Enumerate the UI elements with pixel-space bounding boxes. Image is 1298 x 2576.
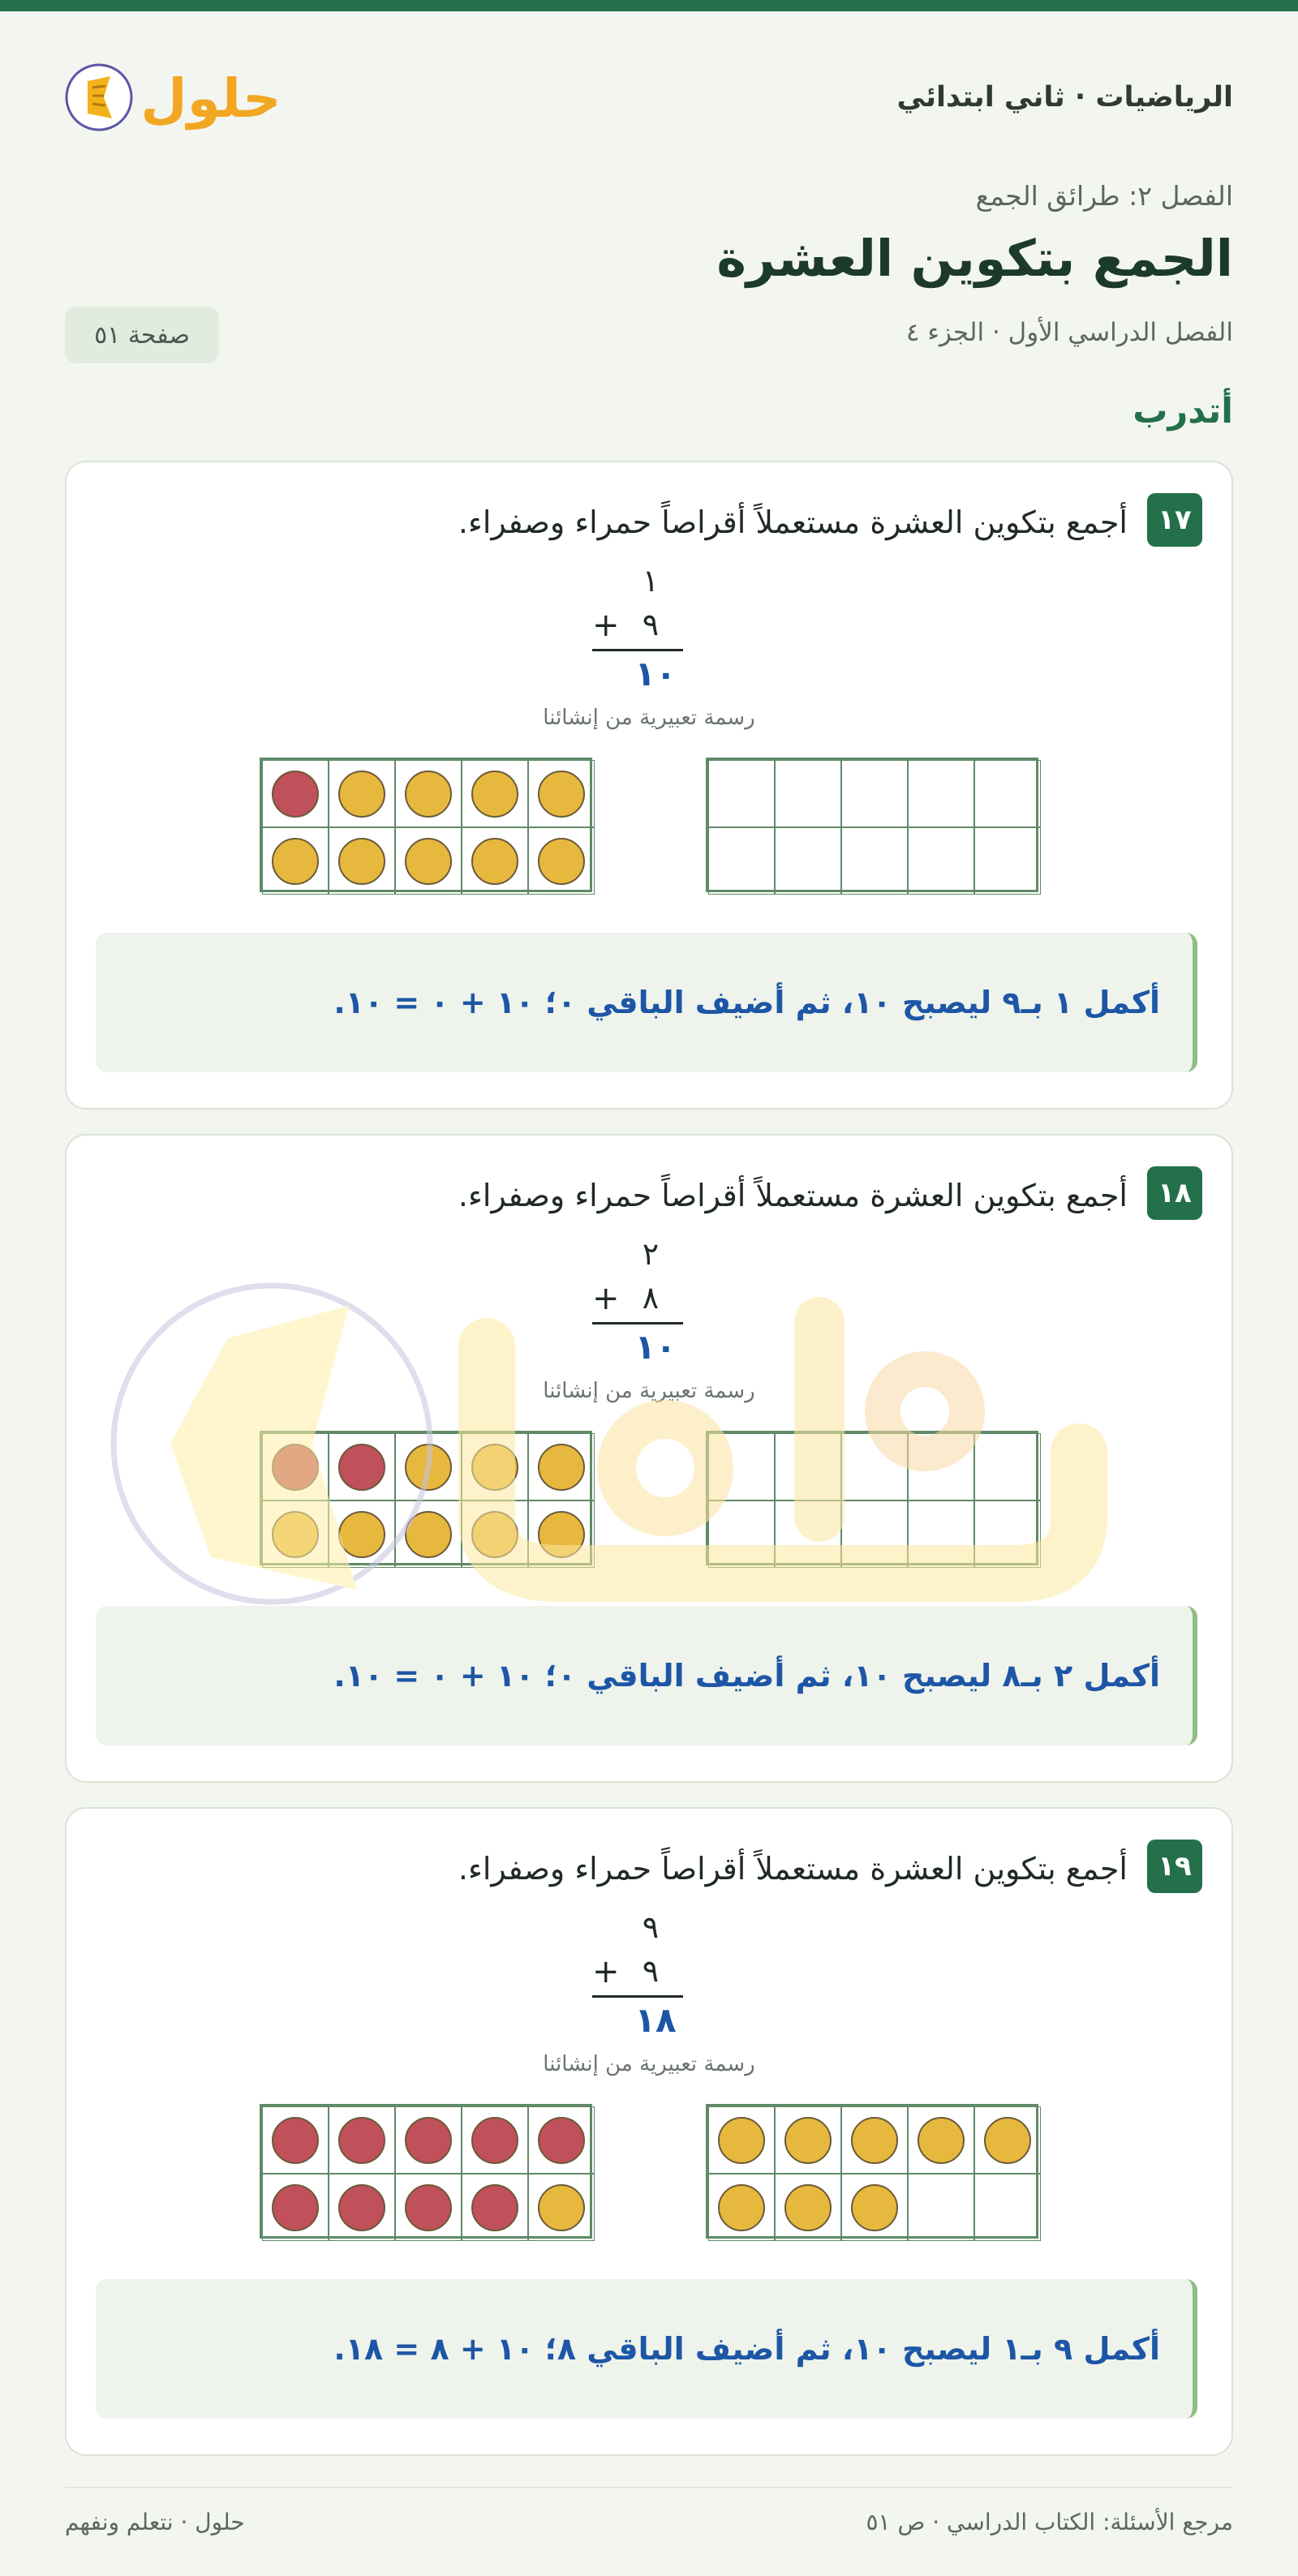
yellow-counter [471,1444,518,1491]
addend-top: ١ [642,563,660,599]
plus-sign: + [592,1280,620,1317]
ten-frame-left [260,758,592,892]
ten-frame-cell [462,760,528,827]
question-card-17 [65,461,1233,1110]
ten-frame-cell [908,1433,974,1501]
ten-frame-cell [528,2174,595,2241]
logo-wordmark: حلول [140,67,282,130]
ten-frame-cell [329,1433,395,1501]
yellow-counter [405,1511,452,1558]
ten-frame-cell [395,2174,462,2241]
question-number: ١٧ [1147,493,1202,547]
answer-box [96,933,1197,1072]
page-title: الجمع بتكوين العشرة [716,229,1233,288]
yellow-counter [272,838,319,885]
ten-frame-cell [974,1433,1041,1501]
ten-frame-cell [708,1501,775,1568]
sum-result: ١٨ [634,2000,677,2040]
section-title: أتدرب [1133,391,1233,431]
red-counter [272,1444,319,1491]
question-text: أجمع بتكوين العشرة مستعملاً أقراصاً حمراء وصفراء. [458,1178,1128,1213]
ten-frame-cell [708,2174,775,2241]
ten-frame-cell [908,760,974,827]
question-number: ١٩ [1147,1840,1202,1893]
yellow-counter [338,771,385,818]
ten-frame-cell [908,1501,974,1568]
yellow-counter [338,838,385,885]
ten-frame-cell [262,1433,329,1501]
ten-frame-cell [329,827,395,895]
ten-frame-cell [395,1501,462,1568]
sum-line [592,1995,683,1998]
ten-frame-left [260,1431,592,1565]
yellow-counter [471,838,518,885]
addend-bottom: ٩ [642,607,660,642]
ten-frame-cell [708,760,775,827]
ten-frame-cell [528,2106,595,2174]
red-counter [538,2117,585,2164]
ten-frame-cell [395,1433,462,1501]
question-text: أجمع بتكوين العشرة مستعملاً أقراصاً حمراء وصفراء. [458,1851,1128,1887]
ten-frame-cell [775,827,841,895]
footer-source: مرجع الأسئلة: الكتاب الدراسي · ص ٥١ [866,2509,1233,2535]
ten-frame-cell [775,2174,841,2241]
ten-frame-cell [708,2106,775,2174]
yellow-counter [338,1511,385,1558]
ten-frame-cell [908,827,974,895]
yellow-counter [718,2117,765,2164]
ten-frame-cell [262,827,329,895]
ten-frame-cell [329,760,395,827]
addend-top: ٢ [642,1236,660,1272]
plus-sign: + [592,607,620,644]
yellow-counter [851,2117,898,2164]
yellow-counter [784,2184,832,2231]
addend-bottom: ٩ [642,1953,660,1989]
question-card-18 [65,1134,1233,1783]
yellow-counter [471,771,518,818]
ten-frame-cell [974,827,1041,895]
plus-sign: + [592,1953,620,1990]
image-caption: رسمة تعبيرية من إنشائنا [543,1379,755,1403]
sum-result: ١٠ [634,654,677,693]
sum-result: ١٠ [634,1327,677,1367]
yellow-counter [405,1444,452,1491]
image-caption: رسمة تعبيرية من إنشائنا [543,706,755,730]
ten-frame-cell [908,2174,974,2241]
image-caption: رسمة تعبيرية من إنشائنا [543,2052,755,2076]
ten-frame-cell [329,2174,395,2241]
ten-frame-cell [528,1433,595,1501]
sum-line [592,1322,683,1324]
ten-frame-cell [528,1501,595,1568]
red-counter [272,2117,319,2164]
red-counter [405,2117,452,2164]
subject-label: الرياضيات · ثاني ابتدائي [896,81,1233,114]
ten-frame-cell [708,1433,775,1501]
ten-frame-cell [329,2106,395,2174]
top-accent-bar [0,0,1298,11]
answer-box [96,2279,1197,2419]
ten-frame-right [706,758,1038,892]
ten-frame-cell [841,2106,908,2174]
addend-top: ٩ [642,1909,660,1945]
ten-frame-cell [395,760,462,827]
yellow-counter [538,771,585,818]
ten-frame-cell [841,827,908,895]
red-counter [471,2117,518,2164]
red-counter [338,1444,385,1491]
question-card-19 [65,1807,1233,2456]
red-counter [338,2184,385,2231]
yellow-counter [405,771,452,818]
hulul-logo [63,52,290,143]
yellow-counter [538,2184,585,2231]
yellow-counter [538,838,585,885]
ten-frame-right [706,2104,1038,2239]
sum-line [592,649,683,651]
yellow-counter [405,838,452,885]
yellow-counter [272,1511,319,1558]
ten-frame-cell [462,827,528,895]
ten-frame-cell [974,1501,1041,1568]
term-label: الفصل الدراسي الأول · الجزء ٤ [905,318,1233,347]
ten-frame-cell [395,2106,462,2174]
yellow-counter [984,2117,1031,2164]
page-badge: صفحة ٥١ [65,307,219,363]
ten-frame-cell [708,827,775,895]
ten-frame-left [260,2104,592,2239]
ten-frame-cell [974,2174,1041,2241]
ten-frame-cell [974,2106,1041,2174]
red-counter [338,2117,385,2164]
yellow-counter [918,2117,965,2164]
ten-frame-cell [262,2174,329,2241]
yellow-counter [538,1444,585,1491]
answer-text: أكمل ٩ بـ١ ليصبح ١٠، ثم أضيف الباقي ٨؛ ١٠ + ٨ = ١٨. [333,2331,1160,2367]
red-counter [471,2184,518,2231]
ten-frame-cell [908,2106,974,2174]
ten-frame-cell [462,2106,528,2174]
yellow-counter [471,1511,518,1558]
ten-frame-cell [841,1501,908,1568]
answer-text: أكمل ١ بـ٩ ليصبح ١٠، ثم أضيف الباقي ٠؛ ١٠ + ٠ = ١٠. [333,985,1160,1020]
answer-box [96,1606,1197,1745]
ten-frame-cell [841,2174,908,2241]
footer-divider [65,2487,1233,2488]
yellow-counter [851,2184,898,2231]
ten-frame-right [706,1431,1038,1565]
ten-frame-cell [462,2174,528,2241]
ten-frame-cell [528,827,595,895]
addend-bottom: ٨ [642,1280,660,1316]
ten-frame-cell [974,760,1041,827]
answer-text: أكمل ٢ بـ٨ ليصبح ١٠، ثم أضيف الباقي ٠؛ ١٠ + ٠ = ١٠. [333,1658,1160,1694]
ten-frame-cell [841,760,908,827]
red-counter [405,2184,452,2231]
ten-frame-cell [841,1433,908,1501]
ten-frame-cell [395,827,462,895]
ten-frame-cell [329,1501,395,1568]
ten-frame-cell [528,760,595,827]
ten-frame-cell [775,2106,841,2174]
yellow-counter [718,2184,765,2231]
ten-frame-cell [775,760,841,827]
ten-frame-cell [775,1433,841,1501]
question-number: ١٨ [1147,1166,1202,1220]
red-counter [272,771,319,818]
ten-frame-cell [462,1501,528,1568]
yellow-counter [538,1511,585,1558]
question-text: أجمع بتكوين العشرة مستعملاً أقراصاً حمراء وصفراء. [458,504,1128,540]
ten-frame-cell [462,1433,528,1501]
red-counter [272,2184,319,2231]
footer-brand: حلول · نتعلم ونفهم [65,2509,245,2535]
ten-frame-cell [775,1501,841,1568]
ten-frame-cell [262,2106,329,2174]
ten-frame-cell [262,1501,329,1568]
ten-frame-cell [262,760,329,827]
yellow-counter [784,2117,832,2164]
chapter-label: الفصل ٢: طرائق الجمع [975,180,1233,212]
